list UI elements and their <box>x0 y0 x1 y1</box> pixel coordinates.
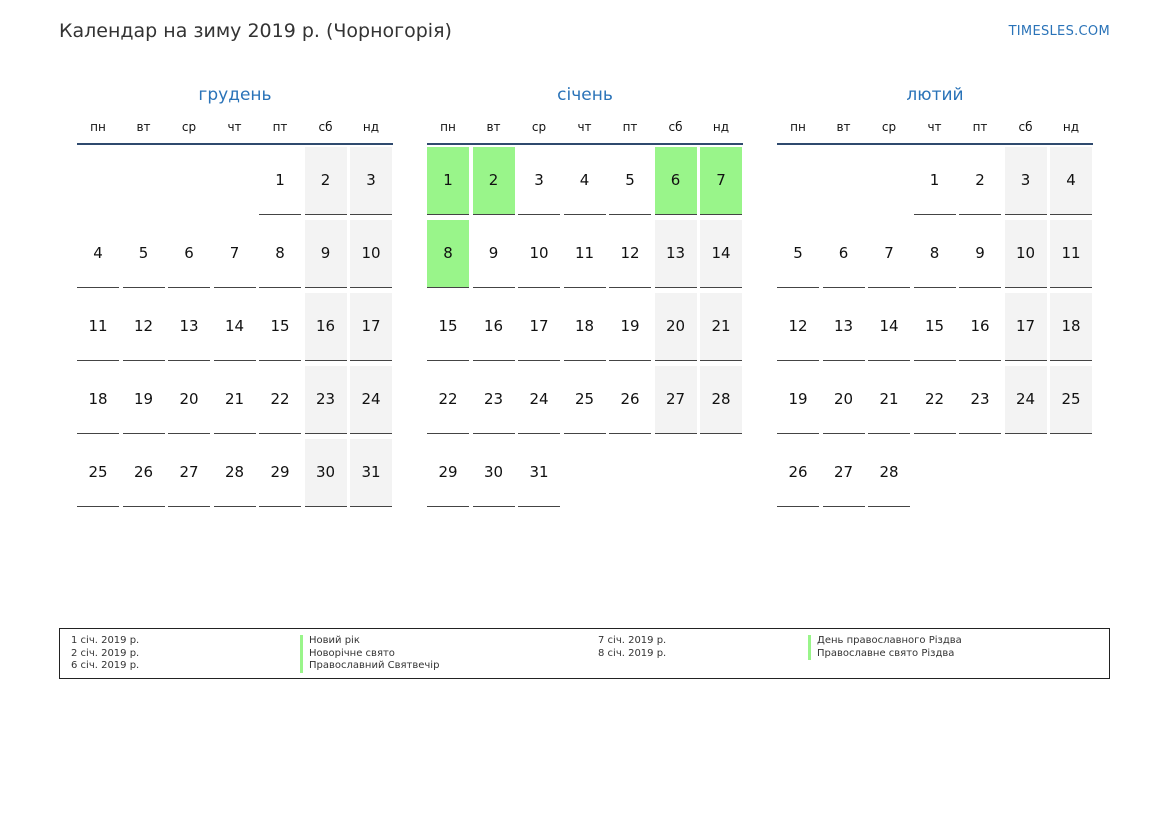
day-cell: 28 <box>868 439 910 507</box>
day-cell: 15 <box>914 293 956 361</box>
day-cell: 19 <box>609 293 651 361</box>
weekday-label: вт <box>486 120 501 134</box>
day-cell: 20 <box>823 366 865 434</box>
day-cell: 1 <box>914 147 956 215</box>
day-cell: 13 <box>823 293 865 361</box>
day-cell: 12 <box>609 220 651 288</box>
day-cell: 31 <box>350 439 392 507</box>
day-cell: 6 <box>823 220 865 288</box>
day-cell: 20 <box>168 366 210 434</box>
day-cell: 12 <box>123 293 165 361</box>
day-cell: 5 <box>123 220 165 288</box>
day-cell: 27 <box>655 366 697 434</box>
day-cell: 5 <box>609 147 651 215</box>
day-grid <box>77 147 393 587</box>
day-cell: 31 <box>518 439 560 507</box>
weekday-header <box>77 119 393 145</box>
day-cell: 4 <box>77 220 119 288</box>
weekday-label: чт <box>927 120 942 134</box>
weekday-label: пт <box>272 120 288 134</box>
day-cell: 22 <box>427 366 469 434</box>
day-cell: 15 <box>259 293 301 361</box>
day-cell: 30 <box>305 439 347 507</box>
weekday-label: сб <box>1018 120 1033 134</box>
day-cell: 16 <box>959 293 1001 361</box>
day-cell: 7 <box>214 220 256 288</box>
legend-holiday-name: День православного Різдва <box>808 635 962 648</box>
weekday-label: сб <box>318 120 333 134</box>
month-name: грудень <box>198 85 272 105</box>
day-cell: 24 <box>1005 366 1047 434</box>
weekday-label: сб <box>668 120 683 134</box>
weekday-label: чт <box>577 120 592 134</box>
weekday-header <box>777 119 1093 145</box>
day-cell: 9 <box>959 220 1001 288</box>
day-cell: 23 <box>473 366 515 434</box>
day-cell: 17 <box>518 293 560 361</box>
legend-holiday-name: Православне свято Різдва <box>808 648 962 661</box>
month-calendar <box>427 84 743 481</box>
day-cell: 14 <box>868 293 910 361</box>
day-cell: 16 <box>473 293 515 361</box>
day-cell: 15 <box>427 293 469 361</box>
weekday-label: чт <box>227 120 242 134</box>
day-cell: 22 <box>259 366 301 434</box>
day-cell: 18 <box>1050 293 1092 361</box>
day-cell: 26 <box>123 439 165 507</box>
weekday-label: нд <box>1062 120 1080 134</box>
day-cell: 9 <box>473 220 515 288</box>
day-cell: 23 <box>959 366 1001 434</box>
day-cell: 29 <box>259 439 301 507</box>
day-cell: 28 <box>700 366 742 434</box>
day-cell: 29 <box>427 439 469 507</box>
day-cell: 21 <box>868 366 910 434</box>
page-title: Календар на зиму 2019 р. (Чорногорія) <box>59 20 452 42</box>
day-cell: 6 <box>655 147 697 215</box>
day-cell: 10 <box>518 220 560 288</box>
day-cell: 6 <box>168 220 210 288</box>
day-cell: 30 <box>473 439 515 507</box>
day-cell: 8 <box>259 220 301 288</box>
day-cell: 7 <box>700 147 742 215</box>
day-cell: 12 <box>777 293 819 361</box>
day-cell: 2 <box>305 147 347 215</box>
day-cell: 1 <box>259 147 301 215</box>
legend-dates-col-2 <box>598 635 666 660</box>
day-cell: 10 <box>350 220 392 288</box>
day-cell: 16 <box>305 293 347 361</box>
day-cell: 8 <box>914 220 956 288</box>
day-cell: 3 <box>518 147 560 215</box>
legend-date: 2 січ. 2019 р. <box>71 647 140 659</box>
day-cell: 21 <box>700 293 742 361</box>
legend-holiday-name: Православний Святвечір <box>300 660 439 673</box>
weekday-label: ср <box>181 120 197 134</box>
day-cell: 13 <box>168 293 210 361</box>
weekday-label: пн <box>790 120 806 134</box>
day-cell: 3 <box>1005 147 1047 215</box>
day-cell: 11 <box>564 220 606 288</box>
weekday-label: ср <box>881 120 897 134</box>
day-cell: 24 <box>518 366 560 434</box>
day-cell: 8 <box>427 220 469 288</box>
weekday-label: пн <box>440 120 456 134</box>
day-cell: 28 <box>214 439 256 507</box>
day-cell: 2 <box>959 147 1001 215</box>
weekday-header <box>427 119 743 145</box>
legend-date: 7 січ. 2019 р. <box>598 635 667 646</box>
day-cell: 2 <box>473 147 515 215</box>
weekday-label: ср <box>531 120 547 134</box>
day-cell: 11 <box>1050 220 1092 288</box>
day-cell: 3 <box>350 147 392 215</box>
month-name: лютий <box>906 85 964 105</box>
day-cell: 13 <box>655 220 697 288</box>
legend-dates-col-1 <box>71 635 139 673</box>
day-cell: 22 <box>914 366 956 434</box>
legend-date: 6 січ. 2019 р. <box>71 660 140 671</box>
weekday-label: вт <box>136 120 151 134</box>
day-cell: 24 <box>350 366 392 434</box>
day-grid <box>777 147 1093 587</box>
day-cell: 25 <box>77 439 119 507</box>
day-cell: 18 <box>564 293 606 361</box>
day-cell: 19 <box>123 366 165 434</box>
legend-date: 8 січ. 2019 р. <box>598 647 667 659</box>
day-cell: 9 <box>305 220 347 288</box>
day-grid <box>427 147 743 587</box>
day-cell: 17 <box>1005 293 1047 361</box>
legend-names-col-1 <box>300 635 439 673</box>
day-cell: 14 <box>214 293 256 361</box>
weekday-label: вт <box>836 120 851 134</box>
day-cell: 18 <box>77 366 119 434</box>
day-cell: 25 <box>1050 366 1092 434</box>
day-cell: 5 <box>777 220 819 288</box>
legend-date: 1 січ. 2019 р. <box>71 635 140 646</box>
month-calendar <box>77 84 393 481</box>
day-cell: 25 <box>564 366 606 434</box>
day-cell: 21 <box>214 366 256 434</box>
day-cell: 10 <box>1005 220 1047 288</box>
legend-holiday-name: Новорічне свято <box>300 648 439 661</box>
day-cell: 11 <box>77 293 119 361</box>
month-calendar <box>777 84 1093 481</box>
legend-names-col-2 <box>808 635 962 660</box>
weekday-label: нд <box>362 120 380 134</box>
day-cell: 26 <box>609 366 651 434</box>
day-cell: 23 <box>305 366 347 434</box>
day-cell: 26 <box>777 439 819 507</box>
site-link[interactable]: TIMESLES.COM <box>1008 24 1110 39</box>
weekday-label: пт <box>972 120 988 134</box>
day-cell: 27 <box>823 439 865 507</box>
day-cell: 17 <box>350 293 392 361</box>
legend-holiday-name: Новий рік <box>300 635 439 648</box>
day-cell: 4 <box>1050 147 1092 215</box>
weekday-label: пн <box>90 120 106 134</box>
day-cell: 1 <box>427 147 469 215</box>
day-cell: 14 <box>700 220 742 288</box>
day-cell: 4 <box>564 147 606 215</box>
weekday-label: пт <box>622 120 638 134</box>
day-cell: 27 <box>168 439 210 507</box>
day-cell: 20 <box>655 293 697 361</box>
day-cell: 7 <box>868 220 910 288</box>
day-cell: 19 <box>777 366 819 434</box>
month-name: січень <box>557 85 613 105</box>
holiday-legend <box>59 628 1110 679</box>
weekday-label: нд <box>712 120 730 134</box>
